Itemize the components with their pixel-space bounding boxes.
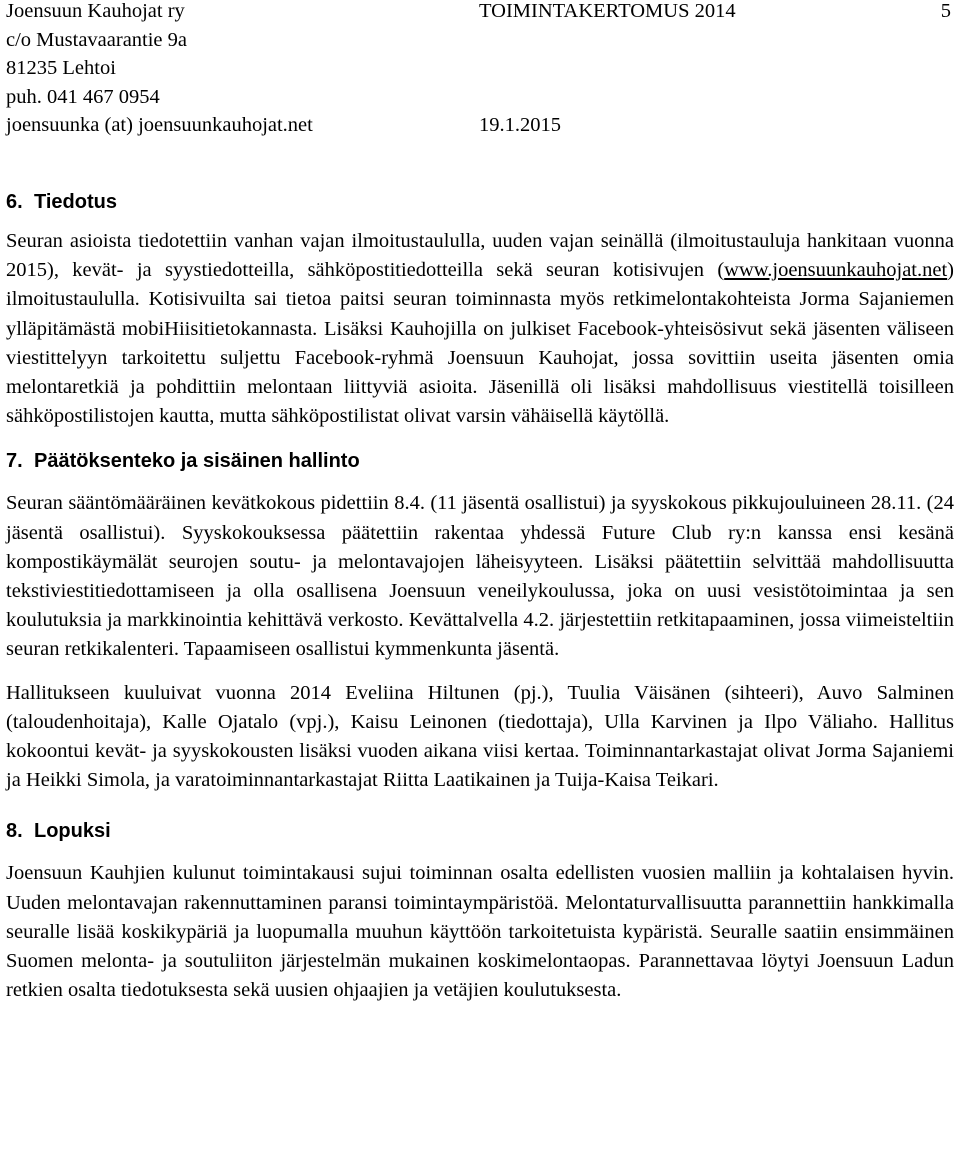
section-paatoksenteko bbox=[6, 447, 954, 795]
report-title: TOIMINTAKERTOMUS 2014 bbox=[479, 0, 736, 22]
paragraph: Seuran sääntömääräinen kevätkokous pidettiin 8.4. (11 jäsentä osallistui) ja syyskokous pikkujouluineen 28.11. (24 jäsentä osallistui). Syyskokouksessa päätettiin rakentaa yhdessä Future Club ry:n kanssa ensi kesänä kompostikäymälät seurojen soutu- ja melontavajojen läheisyyteen. Lisäksi päätettiin selvittää mahdollisuutta tekstiviestitiedottamiseen ja olla osallisena Joensuun veneilykoulussa, joka on uusi vesistötoimintaa ja sen koulutuksia ja markkinointia kehittävä verkosto. Kevättalvella 4.2. järjestettiin retkitapaaminen, jossa viimeisteltiin seuran retkikalenteri. Tapaamiseen osallistui kymmenkunta jäsentä. bbox=[6, 492, 954, 661]
phone-number: puh. 041 467 0954 bbox=[6, 85, 160, 108]
section-tiedotus bbox=[6, 188, 954, 431]
section-number: 6. bbox=[6, 191, 23, 213]
section-lopuksi bbox=[6, 817, 954, 1005]
address-line-1: c/o Mustavaarantie 9a bbox=[6, 28, 188, 51]
section-heading bbox=[6, 817, 954, 845]
paragraph bbox=[6, 227, 954, 431]
paragraph-text: Seuran asioista tiedotettiin vanhan vajan ilmoitustaululla, uuden vajan seinällä (ilmoitustauluja hankitaan vuonna 2015), kevät- ja syystiedotteilla, sähköpostitiedotteilla sekä seuran kotisivujen ( bbox=[6, 230, 954, 282]
contact-email: joensuunka (at) joensuunkauhojat.net bbox=[6, 114, 313, 136]
website-link[interactable]: www.joensuunkauhojat.net bbox=[724, 259, 948, 282]
address-line-2: 81235 Lehtoi bbox=[6, 57, 116, 79]
section-number: 7. bbox=[6, 450, 23, 473]
sender-address-block bbox=[6, 0, 313, 140]
section-title: Tiedotus bbox=[34, 191, 117, 213]
org-name: Joensuun Kauhojat ry bbox=[6, 0, 185, 22]
page-number: 5 bbox=[940, 0, 951, 22]
section-heading bbox=[6, 447, 954, 475]
paragraph: Hallitukseen kuuluivat vuonna 2014 Eveliina Hiltunen (pj.), Tuulia Väisänen (sihteeri), Auvo Salminen (taloudenhoitaja), Kalle Ojatalo (vpj.), Kaisu Leinonen (tiedottaja), Ulla Karvinen ja Ilpo Väliaho. Hallitus kokoontui kevät- ja syyskokousten lisäksi vuoden aikana viisi kertaa. Toiminnantarkastajat olivat Jorma Sajaniemi ja Heikki Simola, ja varatoiminnantarkastajat Riitta Laatikainen ja Tuija-Kaisa Teikari. bbox=[6, 681, 954, 792]
paragraph-text: ) ilmoitustaululla. Kotisivuilta sai tietoa paitsi seuran toiminnasta myös retkimelontakohteista Jorma Sajaniemen ylläpitämästä mobiHiisitietokannasta. Lisäksi Kauhojilla on julkiset Facebook-yhteisösivut sekä jäsenten väliseen viestittelyyn tarkoitettu suljettu Facebook-ryhmä Joensuun Kauhojat, jossa sovittiin useita jäsenten omia melontaretkiä ja pohdittiin melontaan liittyviä asioita. Jäsenillä oli lisäksi mahdollisuus viestitellä toisilleen sähköpostilistojen kautta, mutta sähköpostilistat olivat varsin vähäisellä käytöllä. bbox=[6, 259, 954, 428]
section-number: 8. bbox=[6, 820, 23, 843]
section-title: Lopuksi bbox=[34, 820, 111, 843]
page-header bbox=[6, 0, 954, 150]
document-date: 19.1.2015 bbox=[479, 114, 561, 136]
section-heading bbox=[6, 188, 954, 216]
section-title: Päätöksenteko ja sisäinen hallinto bbox=[34, 450, 360, 473]
paragraph: Joensuun Kauhjien kulunut toimintakausi sujui toiminnan osalta edellisten vuosien malliin ja kohtalaisen hyvin. Uuden melontavajan rakennuttaminen paransi toimintaympäristöä. Melontaturvallisuutta parannettiin hankkimalla seuralle lisää koskikypäriä ja luopumalla muuhun käyttöön tarkoitetuista kypäristä. Seuralle saatiin ensimmäinen Suomen melonta- ja soutuliiton järjestelmän mukainen koskimelontaopas. Parannettavaa löytyi Joensuun Ladun retkien osalta tiedotuksesta sekä uusien ohjaajien ja vetäjien koulutuksesta. bbox=[6, 862, 954, 1002]
document-page bbox=[6, 0, 954, 1005]
